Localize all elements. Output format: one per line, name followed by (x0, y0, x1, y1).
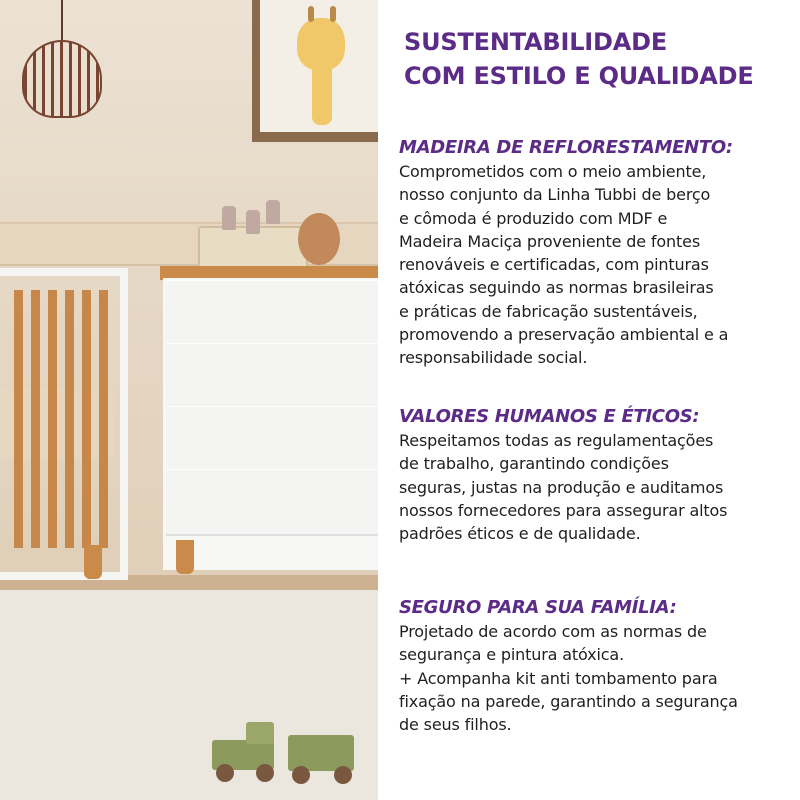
dresser-leg (176, 540, 194, 574)
page-title: SUSTENTABILIDADE COM ESTILO E QUALIDADE (404, 28, 754, 90)
section-body: Projetado de acordo com as normas de segurança e pintura atóxica. + Acompanha kit anti tombamento para fixação na parede, garantindo a segurança de seus filhos. (399, 622, 738, 735)
toy-wheel (292, 766, 310, 784)
toy-wheel (216, 764, 234, 782)
section-heading: VALORES HUMANOS E ÉTICOS: (399, 406, 700, 427)
section-family-safety (399, 596, 794, 736)
toy-train-cab (246, 722, 274, 744)
crib-bar (14, 290, 23, 548)
lamp-wire (61, 0, 63, 42)
plush-toy (298, 213, 340, 265)
bottle (246, 210, 260, 234)
section-heading: SEGURO PARA SUA FAMÍLIA: (399, 597, 677, 618)
section-human-values (399, 405, 794, 545)
bottle (222, 206, 236, 230)
giraffe-horn (308, 6, 314, 22)
crib-bar (65, 290, 74, 548)
crib-leg (84, 545, 102, 579)
section-body: Comprometidos com o meio ambiente, nosso conjunto da Linha Tubbi de berço e cômoda é produzido com MDF e Madeira Maciça proveniente de fontes renováveis e certificadas, com pinturas atóxicas seguindo as normas brasileiras e práticas de fabricação sustentáveis, promovendo a preservação ambiental e a responsabilidade social. (399, 162, 729, 368)
section-heading: MADEIRA DE REFLORESTAMENTO: (399, 137, 733, 158)
giraffe-head (297, 18, 345, 70)
text-panel (378, 0, 800, 800)
nursery-photo (0, 0, 378, 800)
section-body: Respeitamos todas as regulamentações de trabalho, garantindo condições seguras, justas na produção e auditamos nossos fornecedores para assegurar altos padrões éticos e de qualidade. (399, 431, 728, 544)
toy-wheel (334, 766, 352, 784)
dresser-drawer (166, 343, 378, 410)
giraffe-horn (330, 6, 336, 22)
dresser-drawer (166, 469, 378, 536)
toy-wheel (256, 764, 274, 782)
crib-bar (31, 290, 40, 548)
crib-bar (99, 290, 108, 548)
crib-bar (48, 290, 57, 548)
pendant-lamp-icon (22, 40, 102, 118)
dresser-drawer (166, 406, 378, 473)
crib-bar (82, 290, 91, 548)
dresser-drawer (166, 280, 378, 347)
section-reforestation (399, 136, 794, 370)
bottle (266, 200, 280, 224)
